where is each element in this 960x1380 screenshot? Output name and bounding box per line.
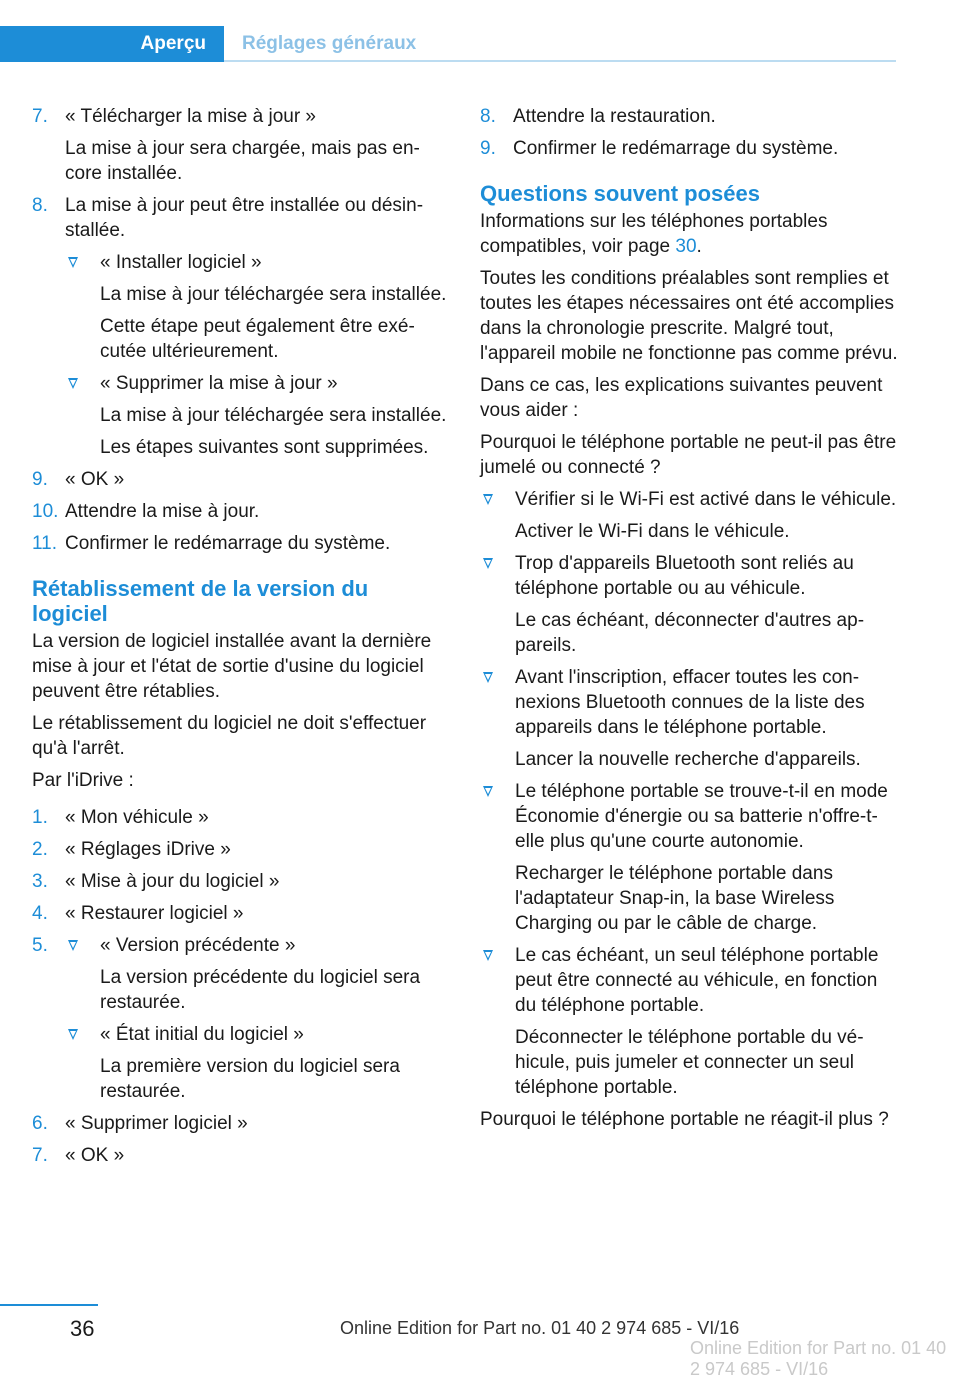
- item-number: 6.: [32, 1113, 48, 1134]
- item-number: 5.: [32, 935, 48, 956]
- bullet-text: Activer le Wi-Fi dans le véhicule.: [515, 521, 790, 542]
- list-item: [32, 933, 448, 1104]
- triangle-bullet-icon: [68, 378, 78, 389]
- item-number: 2.: [32, 839, 48, 860]
- item-number: 11.: [32, 533, 58, 554]
- item-number: 7.: [32, 106, 48, 127]
- list-item: [32, 193, 448, 460]
- paragraph: Toutes les conditions préalables sont remplies et toutes les étapes nécessaires ont été accomplies dans la chronologie prescrite. Malgré tout, l'appareil mobile ne fonctionne pas comme prévu.: [480, 268, 898, 364]
- item-text: Confirmer le redémarrage du système.: [65, 533, 391, 554]
- list-item: [480, 136, 900, 161]
- item-text: « Restaurer logiciel »: [65, 903, 244, 924]
- tab-apercu[interactable]: [0, 26, 224, 62]
- bullet-title: « Installer logiciel »: [100, 252, 262, 273]
- item-text: « Supprimer logiciel »: [65, 1113, 248, 1134]
- item-number: 3.: [32, 871, 48, 892]
- bullet-text: La mise à jour téléchargée sera installée.: [100, 284, 447, 305]
- bullet-item: [65, 1022, 448, 1104]
- list-item: [32, 1111, 448, 1136]
- triangle-bullet-icon: [483, 786, 493, 797]
- bullet-text: Les étapes suivantes sont supprimées.: [100, 437, 429, 458]
- paragraph: Par l'iDrive :: [32, 770, 134, 791]
- list-item: [32, 467, 448, 492]
- page-number: 36: [70, 1316, 95, 1341]
- paragraph: La version de logiciel installée avant la dernière mise à jour et l'état de sortie d'usine du logiciel peuvent être rétablies.: [32, 631, 432, 702]
- tab-reglages-label: Réglages généraux: [242, 33, 417, 54]
- bullet-item: [480, 779, 900, 936]
- triangle-bullet-icon: [483, 672, 493, 683]
- triangle-bullet-icon: [483, 558, 493, 569]
- item-number: 4.: [32, 903, 48, 924]
- question: Pourquoi le téléphone portable ne peut-il pas être jumelé ou connecté ?: [480, 432, 897, 478]
- bullet-item: [65, 933, 448, 1015]
- item-number: 7.: [32, 1145, 48, 1166]
- item-text: « Télécharger la mise à jour »: [65, 106, 316, 127]
- bullet-item: [65, 250, 448, 364]
- left-column: [32, 104, 448, 1175]
- list-item: [32, 1143, 448, 1168]
- triangle-bullet-icon: [68, 257, 78, 268]
- bullet-text: Déconnecter le téléphone portable du véhicule, puis jumeler et connecter un seul téléphone portable.: [515, 1027, 864, 1098]
- list-item: [480, 104, 900, 129]
- item-number: 1.: [32, 807, 48, 828]
- list-item: [32, 869, 448, 894]
- item-number: 9.: [32, 469, 48, 490]
- item-text: Confirmer le redémarrage du système.: [513, 138, 839, 159]
- item-number: 10.: [32, 501, 59, 522]
- bullet-item: [480, 487, 900, 544]
- right-column: [480, 104, 900, 1139]
- list-item: [32, 901, 448, 926]
- bullet-text: Lancer la nouvelle recherche d'appareils.: [515, 749, 861, 770]
- item-text: « Mise à jour du logiciel »: [65, 871, 280, 892]
- footer-rule: [0, 1304, 98, 1306]
- bullet-text: La mise à jour téléchargée sera installée.: [100, 405, 447, 426]
- section-heading: Rétablissement de la version du logiciel: [32, 576, 369, 626]
- bullet-text: Le cas échéant, déconnecter d'autres appareils.: [515, 610, 865, 656]
- bullet-text: Avant l'inscription, effacer toutes les connexions Bluetooth connues de la liste des appareils dans le téléphone portable.: [515, 667, 865, 738]
- section-heading: Questions souvent posées: [480, 181, 760, 206]
- bullet-text: Cette étape peut également être exécutée ultérieurement.: [100, 316, 415, 362]
- paragraph: [480, 209, 900, 259]
- tab-reglages-generaux[interactable]: [242, 26, 416, 62]
- bullet-item: [480, 943, 900, 1100]
- bullet-text: La première version du logiciel sera restaurée.: [100, 1056, 400, 1102]
- paragraph: Dans ce cas, les explications suivantes peuvent vous aider :: [480, 375, 883, 421]
- item-number: 8.: [32, 195, 48, 216]
- item-text: Attendre la mise à jour.: [65, 501, 260, 522]
- item-text: « Réglages iDrive »: [65, 839, 231, 860]
- list-item: [32, 837, 448, 862]
- tab-apercu-label: Aperçu: [140, 33, 206, 54]
- list-item: [32, 531, 448, 556]
- bullet-title: « État initial du logiciel »: [100, 1024, 304, 1045]
- list-item: [32, 104, 448, 186]
- bullet-text: Trop d'appareils Bluetooth sont reliés au téléphone portable ou au véhicule.: [515, 553, 854, 599]
- bullet-item: [65, 371, 448, 460]
- triangle-bullet-icon: [483, 950, 493, 961]
- bullet-title: « Version précédente »: [100, 935, 296, 956]
- header-bar: [0, 0, 960, 62]
- bullet-text: Le cas échéant, un seul téléphone portable peut être connecté au véhicule, en fonction du téléphone portable.: [515, 945, 879, 1016]
- item-number: 8.: [480, 106, 496, 127]
- page-link[interactable]: 30: [675, 236, 697, 257]
- bullet-text: Recharger le téléphone portable dans l'adaptateur Snap-in, la base Wireless Charging ou par le câble de charge.: [515, 863, 835, 934]
- item-text: Attendre la restauration.: [513, 106, 716, 127]
- triangle-bullet-icon: [68, 940, 78, 951]
- triangle-bullet-icon: [68, 1029, 78, 1040]
- bullet-text: La version précédente du logiciel sera restaurée.: [100, 967, 421, 1013]
- list-item: [32, 499, 448, 524]
- edition-text: Online Edition for Part no. 01 40 2 974 685 - VI/16: [340, 1318, 740, 1338]
- item-text: La mise à jour peut être installée ou désinstallée.: [65, 195, 424, 241]
- bullet-item: [480, 551, 900, 658]
- paragraph: Le rétablissement du logiciel ne doit s'effectuer qu'à l'arrêt.: [32, 713, 427, 759]
- bullet-text: Vérifier si le Wi-Fi est activé dans le véhicule.: [515, 489, 897, 510]
- item-number: 9.: [480, 138, 496, 159]
- header-rule: [224, 60, 896, 62]
- paragraph-text: Informations sur les téléphones portables compatibles, voir page: [480, 211, 828, 257]
- list-item: [32, 805, 448, 830]
- watermark-text: Online Edition for Part no. 01 40 2 974 685 - VI/16: [690, 1338, 947, 1379]
- item-text: « OK »: [65, 1145, 125, 1166]
- item-text: « Mon véhicule »: [65, 807, 209, 828]
- bullet-item: [480, 665, 900, 772]
- item-description: La mise à jour sera chargée, mais pas encore installée.: [65, 138, 420, 184]
- paragraph-end: .: [696, 236, 702, 257]
- bullet-title: « Supprimer la mise à jour »: [100, 373, 338, 394]
- triangle-bullet-icon: [483, 494, 493, 505]
- bullet-text: Le téléphone portable se trouve-t-il en mode Économie d'énergie ou sa batterie n'offre-t-elle plus qu'une courte autonomie.: [515, 781, 888, 852]
- question: Pourquoi le téléphone portable ne réagit-il plus ?: [480, 1109, 889, 1130]
- item-text: « OK »: [65, 469, 125, 490]
